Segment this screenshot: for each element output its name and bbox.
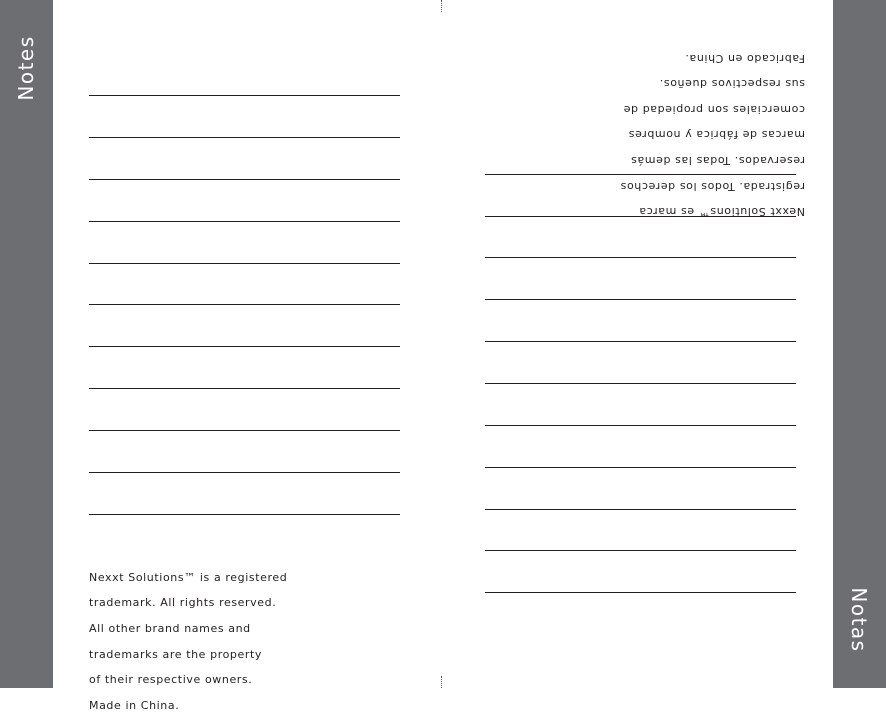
fold-mark-bottom xyxy=(441,676,443,688)
legal-line: Nexxt Solutions™ es marca xyxy=(638,205,805,219)
note-line xyxy=(89,95,400,96)
legal-line: Nexxt Solutions™ is a registered xyxy=(89,570,288,584)
note-line xyxy=(89,346,400,347)
note-line xyxy=(89,263,400,264)
legal-line: reservados. Todas las demás xyxy=(630,153,805,167)
legal-line: of their respective owners. xyxy=(89,673,253,687)
note-line xyxy=(485,467,796,468)
legal-line: Made in China. xyxy=(89,698,180,712)
note-line xyxy=(89,221,400,222)
note-line xyxy=(485,425,796,426)
legal-line: trademark. All rights reserved. xyxy=(89,596,277,610)
legal-text-english xyxy=(89,559,329,725)
legal-line: registrada. Todos los derechos xyxy=(620,179,805,193)
note-line xyxy=(485,509,796,510)
legal-line: comerciales son propiedad de xyxy=(623,102,805,116)
note-line xyxy=(89,179,400,180)
legal-line: trademarks are the property xyxy=(89,647,263,661)
legal-line: marcas de fábrica y nombres xyxy=(628,128,805,142)
note-line xyxy=(89,304,400,305)
note-line xyxy=(485,257,796,258)
note-line xyxy=(485,383,796,384)
legal-line: sus respectivos dueños. xyxy=(659,77,805,91)
note-line xyxy=(89,430,400,431)
left-side-band xyxy=(0,0,53,688)
note-line xyxy=(89,137,400,138)
note-line xyxy=(89,472,400,473)
notes-title: Notes xyxy=(14,35,38,101)
note-line xyxy=(89,388,400,389)
legal-line: Fabricado en China. xyxy=(684,51,805,65)
right-side-band xyxy=(833,0,886,688)
note-line xyxy=(485,550,796,551)
note-line xyxy=(485,592,796,593)
legal-text-spanish xyxy=(565,38,805,230)
note-line xyxy=(485,299,796,300)
notas-title: Notas xyxy=(847,587,871,653)
fold-mark-top xyxy=(441,0,443,12)
legal-line: All other brand names and xyxy=(89,621,251,635)
note-line xyxy=(485,341,796,342)
note-line xyxy=(89,514,400,515)
